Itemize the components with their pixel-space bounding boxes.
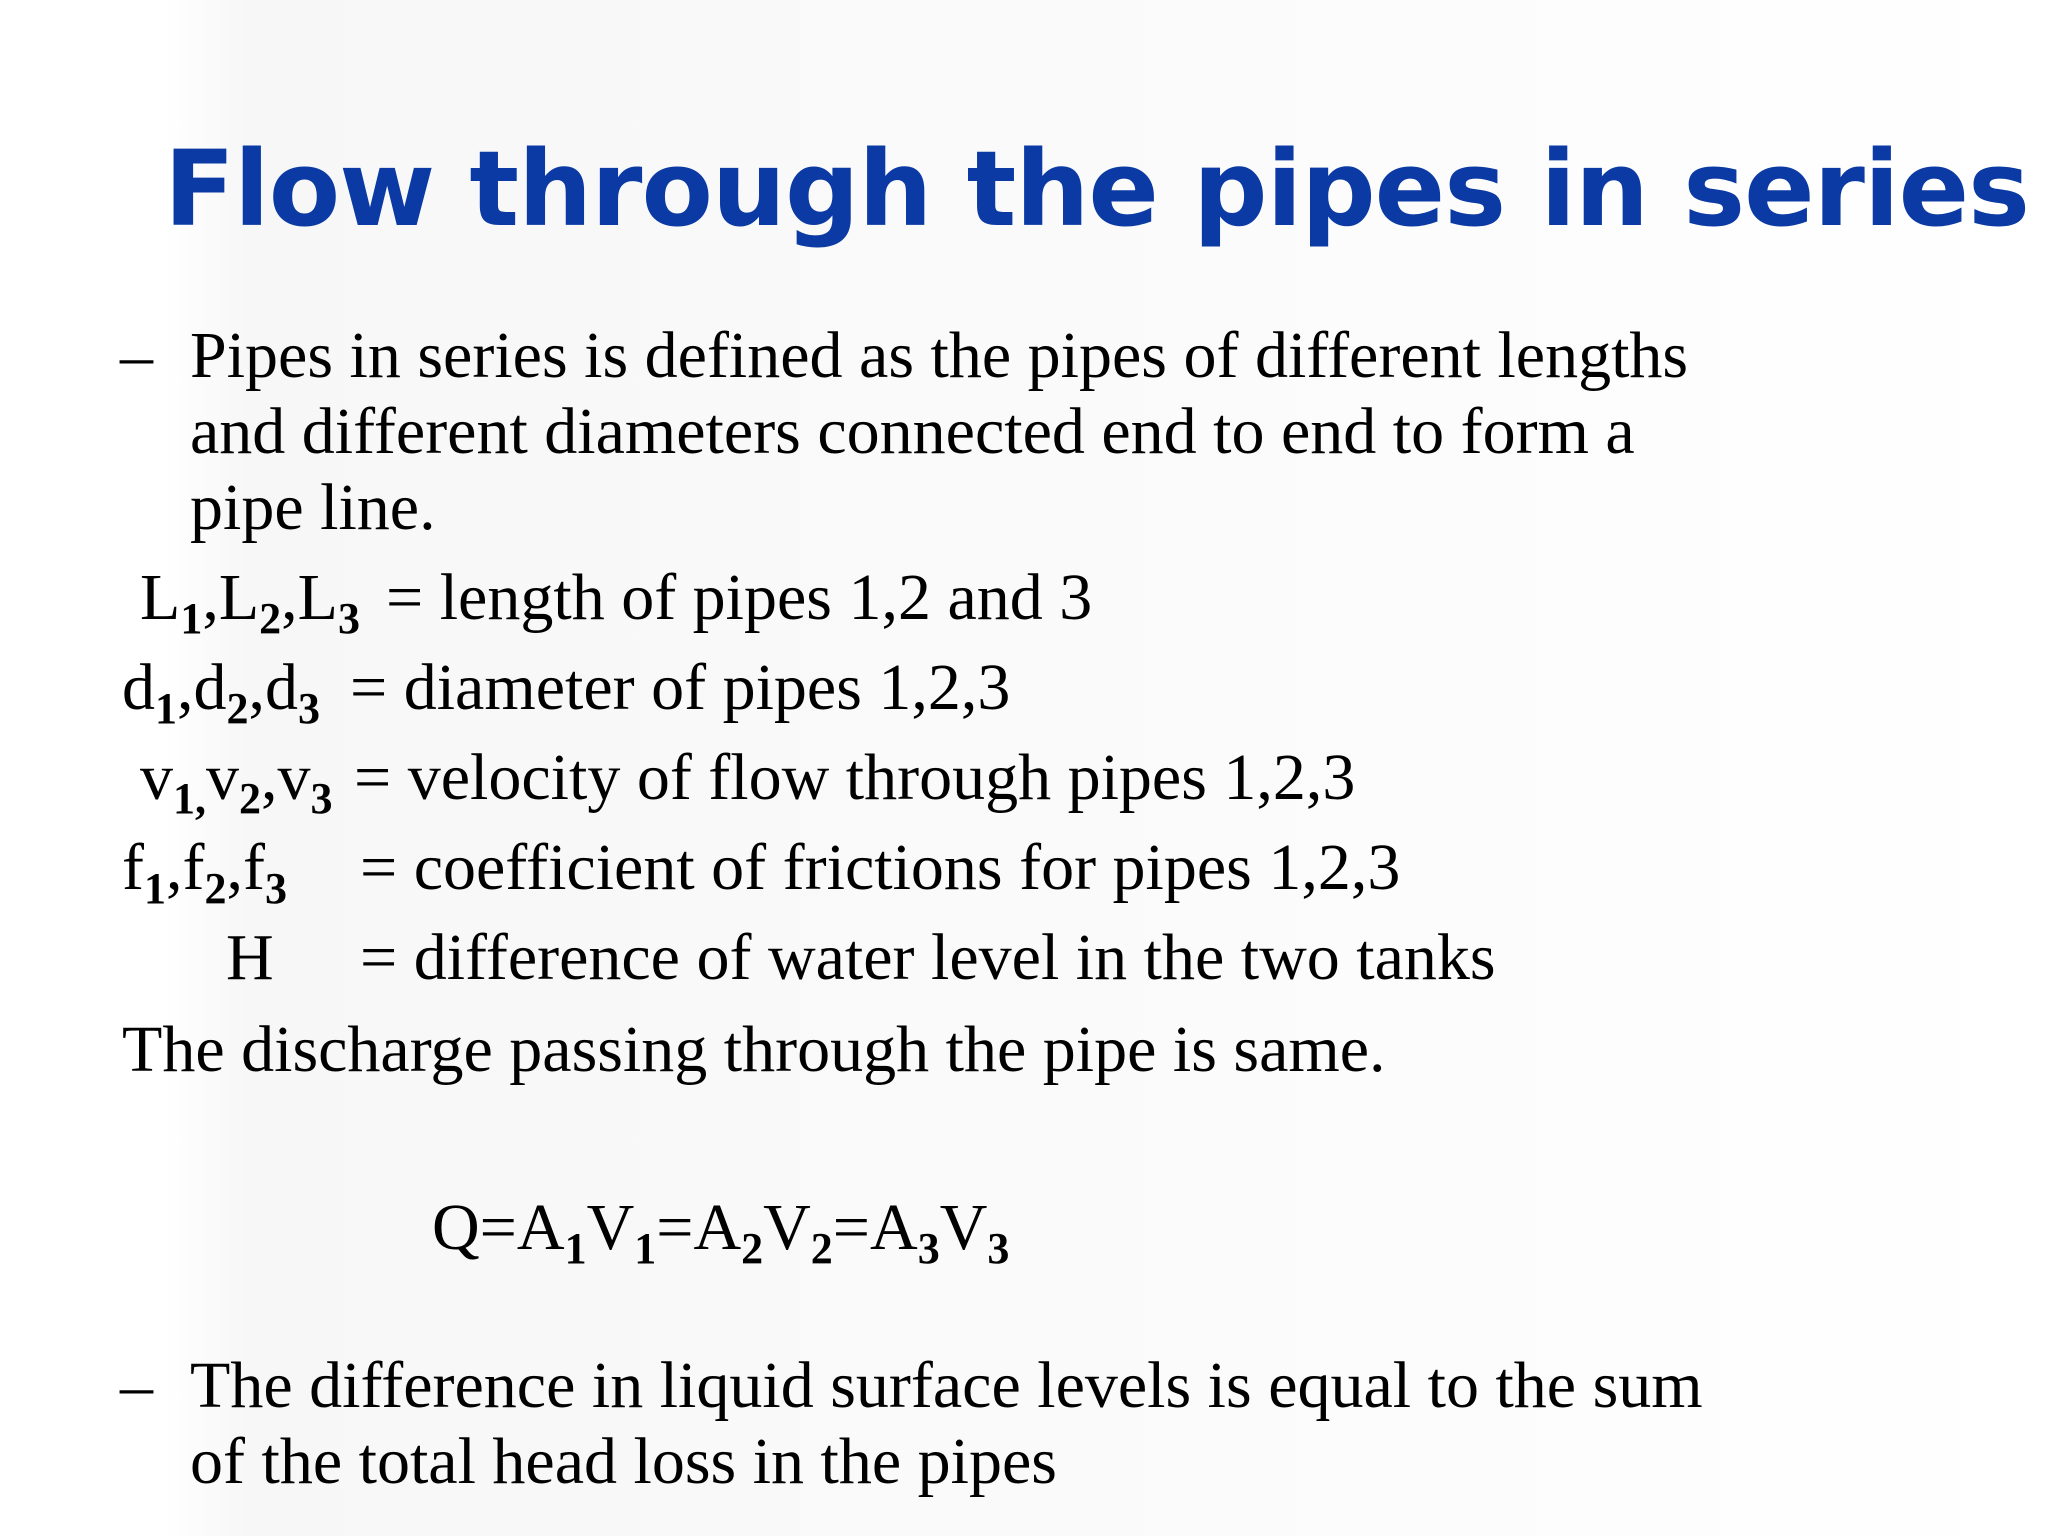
symbol-friction: $f_1,f_2,f_3$ — [122, 831, 287, 913]
definition-text: = coefficient of frictions for pipes 1,2,3 — [360, 831, 1401, 904]
definition-text: = length of pipes 1,2 and 3 — [386, 561, 1093, 634]
definition-text: = difference of water level in the two tanks — [360, 921, 1496, 994]
slide-title: Flow through the pipes in series — [164, 128, 2030, 250]
definition-text: = velocity of flow through pipes 1,2,3 — [354, 741, 1356, 814]
symbol-velocity: $v_{1,}v_2,v_3$ — [140, 741, 333, 823]
bullet-line: Pipes in series is defined as the pipes of different lengths — [190, 319, 1689, 392]
definition-text: = diameter of pipes 1,2,3 — [350, 651, 1011, 724]
bullet-line: of the total head loss in the pipes — [190, 1425, 1057, 1498]
symbol-head: H — [226, 921, 274, 994]
discharge-statement: The discharge passing through the pipe is same. — [122, 1013, 1386, 1086]
bullet-marker: – — [120, 319, 153, 392]
bullet-marker: – — [120, 1349, 153, 1422]
continuity-formula: $Q=A_1V_1=A_2V_2=A_3V_3$ — [432, 1191, 1010, 1273]
bullet-line: The difference in liquid surface levels is equal to the sum — [190, 1349, 1703, 1422]
symbol-length: $L_1,L_2,L_3$ — [140, 561, 360, 643]
bullet-line: and different diameters connected end to end to form a — [190, 395, 1635, 468]
symbol-diameter: $d_1,d_2,d_3$ — [122, 651, 320, 733]
bullet-line: pipe line. — [190, 471, 436, 544]
